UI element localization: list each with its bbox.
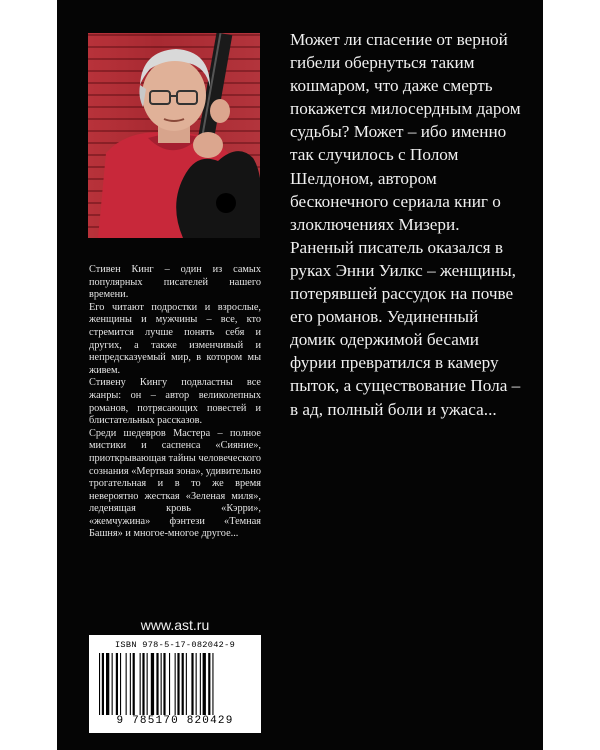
barcode-icon bbox=[99, 653, 251, 717]
author-photo-illustration bbox=[88, 33, 260, 238]
blurb-paragraph-3: Стивену Кингу подвластны все жанры: он – автор великолепных романов, потрясающих повестей и блистательных рассказов. bbox=[89, 377, 261, 427]
barcode-panel bbox=[89, 635, 261, 733]
isbn-label: ISBN 978-5-17-082042-9 bbox=[114, 640, 236, 650]
author-blurb bbox=[89, 264, 261, 541]
publisher-url: www.ast.ru bbox=[140, 617, 210, 633]
blurb-paragraph-4: Среди шедевров Мастера – полное мистики и саспенса «Сияние», приоткрывающая тайны человеческого сознания «Мертвая зона», удивительно трогательная и в то же время невероятно жесткая «Зеленая миля», леденящая кровь «Кэрри», «жемчужина» фэнтези «Темная Башня» и многое-многое другое... bbox=[89, 427, 261, 540]
blurb-paragraph-2: Его читают подростки и взрослые, женщины и мужчины – все, кто стремится лучше понять себя и других, а также изменчивый и непредсказуемый мир, в котором мы живем. bbox=[89, 301, 261, 376]
blurb-paragraph-1: Стивен Кинг – один из самых популярных писателей нашего времени. bbox=[89, 264, 261, 301]
book-annotation: Может ли спасение от верной гибели обернуться таким кошмаром, что даже смерть покажется милосердным даром судьбы? Может – ибо именно так случилось с Полом Шелдоном, автором бесконечного сериала книг о злоключениях Мизери. Раненый писатель оказался в руках Энни Уилкс – женщины, потерявшей рассудок на почве его романов. Уединенный домик одержимой бесами фурии превратился в камеру пыток, а существование Пола – в ад, полный боли и ужаса... bbox=[290, 30, 521, 419]
author-photo bbox=[88, 33, 260, 238]
barcode-number: 9 785170 820429 bbox=[89, 715, 261, 727]
